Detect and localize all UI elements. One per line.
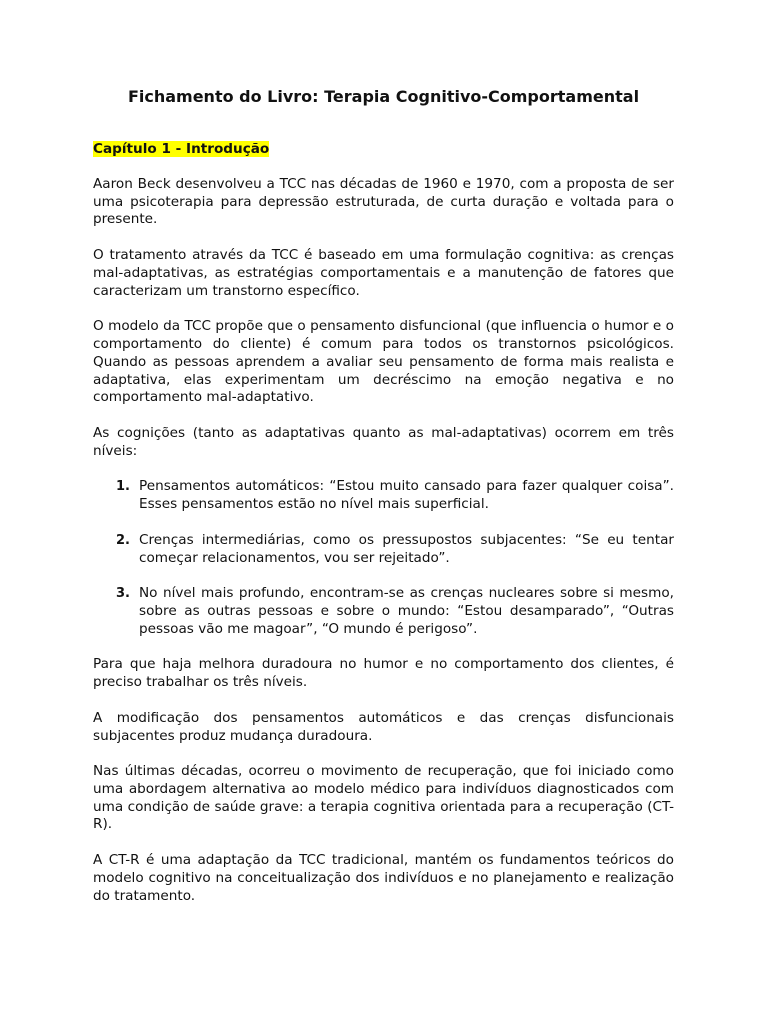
paragraph: Para que haja melhora duradoura no humor e no comportamento dos clientes, é preciso trabalhar os três níveis. xyxy=(93,656,674,691)
chapter-heading xyxy=(93,140,674,158)
paragraph: O modelo da TCC propõe que o pensamento disfuncional (que influencia o humor e o comportamento do cliente) é comum para todos os transtornos psicológicos. Quando as pessoas aprendem a avaliar seu pensamento de forma mais realista e adaptativa, elas experimentam um decréscimo na emoção negativa e no comportamento mal-adaptativo. xyxy=(93,318,674,406)
list-item-text: Crenças intermediárias, como os pressupostos subjacentes: “Se eu tentar começar relacionamentos, vou ser rejeitado”. xyxy=(139,531,674,566)
list-item-text: Pensamentos automáticos: “Estou muito cansado para fazer qualquer coisa”. Esses pensamentos estão no nível mais superficial. xyxy=(139,478,674,513)
document-page xyxy=(93,86,674,905)
cognition-levels-list xyxy=(93,478,674,638)
paragraph: O tratamento através da TCC é baseado em uma formulação cognitiva: as crenças mal-adaptativas, as estratégias comportamentais e a manutenção de fatores que caracterizam um transtorno específico. xyxy=(93,246,674,299)
list-item xyxy=(93,585,674,638)
list-item-number: 2. xyxy=(116,532,130,548)
paragraph: As cognições (tanto as adaptativas quanto as mal-adaptativas) ocorrem em três níveis: xyxy=(93,424,674,459)
list-item-number: 3. xyxy=(116,586,130,602)
document-title: Fichamento do Livro: Terapia Cognitivo-Comportamental xyxy=(127,87,640,106)
paragraph: Nas últimas décadas, ocorreu o movimento de recuperação, que foi iniciado como uma abordagem alternativa ao modelo médico para indivíduos diagnosticados com uma condição de saúde grave: a terapia cognitiva orientada para a recuperação (CT-R). xyxy=(93,763,674,833)
list-item-text: No nível mais profundo, encontram-se as crenças nucleares sobre si mesmo, sobre as outras pessoas e sobre o mundo: “Estou desamparado”, “Outras pessoas vão me magoar”, “O mundo é perigoso”. xyxy=(139,585,674,637)
paragraph: A CT-R é uma adaptação da TCC tradicional, mantém os fundamentos teóricos do modelo cognitivo na conceitualização dos indivíduos e no planejamento e realização do tratamento. xyxy=(93,852,674,904)
paragraph: Aaron Beck desenvolveu a TCC nas décadas de 1960 e 1970, com a proposta de ser uma psicoterapia para depressão estruturada, de curta duração e voltada para o presente. xyxy=(93,175,674,228)
paragraph: A modificação dos pensamentos automáticos e das crenças disfuncionais subjacentes produz mudança duradoura. xyxy=(93,709,674,744)
list-item xyxy=(93,478,674,514)
list-item-number: 1. xyxy=(116,479,130,495)
list-item xyxy=(93,532,674,568)
chapter-heading-text: Capítulo 1 - Introdução xyxy=(93,141,270,157)
